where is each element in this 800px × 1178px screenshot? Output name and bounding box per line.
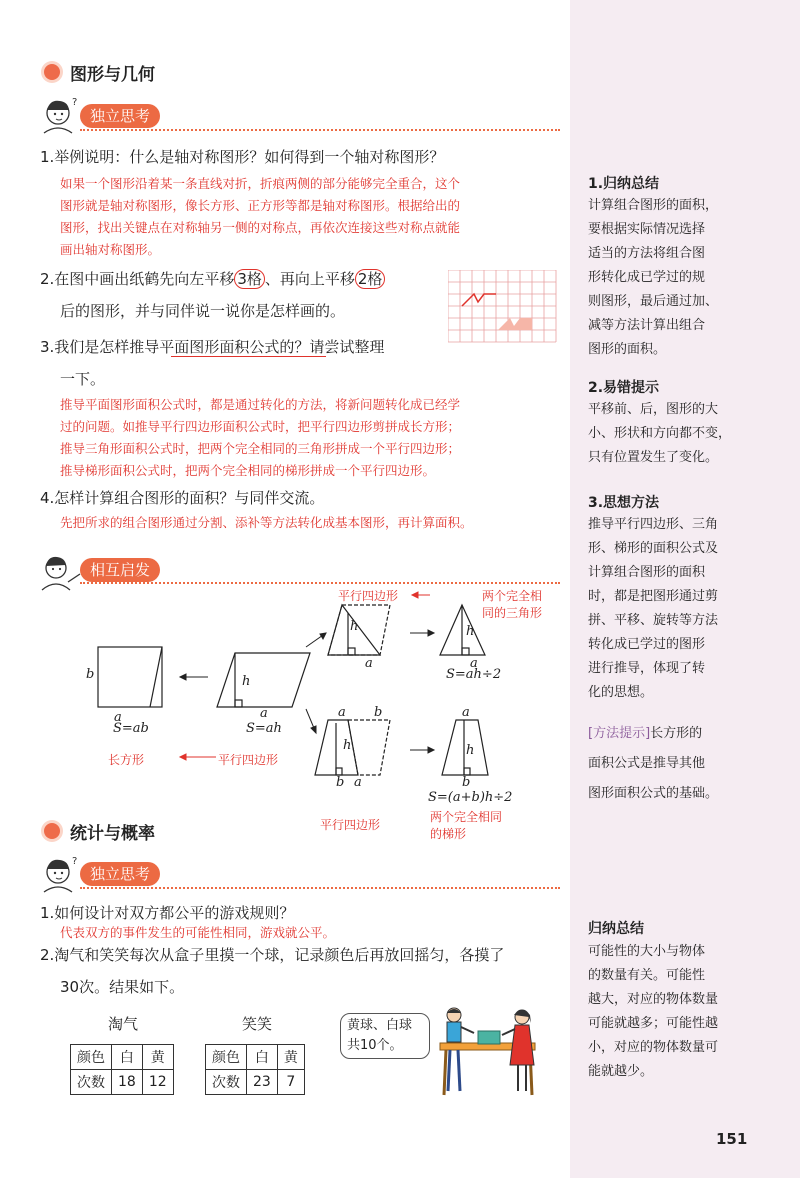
var-h: h	[466, 743, 475, 758]
geo-question-4: 4.怎样计算组合图形的面积？与同伴交流。	[40, 489, 325, 507]
label-rectangle: 长方形	[108, 753, 145, 767]
var-a: a	[114, 710, 122, 725]
divider	[80, 129, 560, 131]
crane-translated-icon	[462, 294, 496, 306]
trapezoid-single-shape	[442, 720, 488, 775]
sidebar-tip: [方法提示]长方形的 面积公式是推导其他 图形面积公式的基础。	[588, 726, 719, 801]
var-a: a	[462, 705, 470, 720]
label-two-trapezoids: 两个完全相同 的梯形	[430, 810, 503, 841]
geo-answer-1: 如果一个图形沿着某一条直线对折，折痕两侧的部分能够完全重合，这个 图形就是轴对称图形，像长方形、正方形等都是轴对称图形。根据给出的 图形，找出关键点在对称轴另一侧的对称点，再依次连接这些对称点就能 画出轴对称图形。	[60, 176, 461, 257]
page-number: 151	[716, 1130, 748, 1148]
divider	[80, 582, 560, 584]
geo-question-1: 1.举例说明：什么是轴对称图形？如何得到一个轴对称图形？	[40, 148, 445, 166]
sidebar-heading-methods: 3.思想方法	[588, 495, 660, 511]
geo-question-2-cont: 后的图形，并与同伴说一说你是怎样画的。	[60, 302, 346, 320]
stats-question-2: 2.淘气和笑笑每次从盒子里摸一个球，记录颜色后再放回摇匀，各摸了	[40, 946, 505, 964]
svg-text:?: ?	[72, 856, 78, 867]
var-h: h	[343, 738, 352, 753]
label-xiaoxiao: 笑笑	[242, 1015, 273, 1033]
formula-parallelogram: S=ah	[246, 721, 282, 736]
divider	[80, 887, 560, 889]
var-b: b	[374, 705, 383, 720]
geo-question-3-cont: 一下。	[60, 370, 106, 388]
parallelogram-shape	[217, 653, 310, 707]
var-a: a	[470, 656, 478, 671]
sidebar-text-mistakes: 平移前、后，图形的大 小、形状和方向都不变， 只有位置发生了变化。	[588, 402, 732, 465]
sidebar-text-methods: 推导平行四边形、三角 形、梯形的面积公式及 计算组合图形的面积 时，都是把图形通过剪 拼、平移、旋转等方法 转化成已学过的图形 进行推导，体现了转 化的思想。	[588, 517, 719, 700]
pointing-child-icon	[38, 552, 84, 592]
section-bullet-icon	[44, 823, 60, 839]
crane-grid	[448, 270, 558, 348]
formula-rectangle: S=ab	[113, 721, 149, 736]
stats-question-2-cont: 30次。结果如下。	[60, 978, 185, 996]
underline	[171, 356, 326, 357]
var-a: a	[354, 775, 362, 790]
circled-2-cells: 2格	[355, 269, 386, 289]
label-parallelogram-bottom: 平行四边形	[320, 818, 381, 832]
label-parallelogram-mid: 平行四边形	[218, 753, 279, 767]
var-a: a	[365, 656, 373, 671]
var-b: b	[336, 775, 345, 790]
tag-independent-thinking: 独立思考	[80, 862, 160, 886]
label-parallelogram-top: 平行四边形	[338, 589, 399, 603]
svg-text:?: ?	[72, 97, 78, 108]
geo-answer-3: 推导平面图形面积公式时，都是通过转化的方法，将新问题转化成已经学 过的问题。如推导平行四边形面积公式时，把平行四边形剪拼成长方形； 推导三角形面积公式时，把两个完全相同的三角形拼成一个平行四边形； 推导梯形面积公式时，把两个完全相同的梯形拼成一个平行四边形。	[60, 397, 461, 478]
stats-answer-1: 代表双方的事件发生的可能性相同，游戏就公平。	[60, 925, 336, 940]
section-bullet-icon	[44, 64, 60, 80]
sidebar-text-summary: 计算组合图形的面积， 要根据实际情况选择 适当的方法将组合图 形转化成已学过的规 则图形，最后通过加、 减等方法计算出组合 图形的面积。	[588, 198, 719, 357]
sidebar-heading-mistakes: 2.易错提示	[588, 380, 660, 396]
ball-box-icon	[478, 1031, 500, 1044]
sidebar-heading-summary: 1.归纳总结	[588, 176, 660, 192]
formula-trapezoid: S=(a+b)h÷2	[428, 790, 513, 805]
section-title-statistics: 统计与概率	[70, 824, 155, 844]
var-b: b	[462, 775, 471, 790]
var-h: h	[350, 619, 359, 634]
label-taoqi: 淘气	[108, 1015, 139, 1033]
geo-question-3: 3.我们是怎样推导平面图形面积公式的？请尝试整理	[40, 338, 385, 356]
thinking-child-icon	[38, 95, 84, 135]
var-b: b	[86, 667, 95, 682]
kids-with-box-illustration	[430, 1005, 560, 1100]
label-two-triangles: 两个完全相 同的三角形	[482, 589, 543, 620]
var-h: h	[466, 624, 475, 639]
stats-question-1: 1.如何设计对双方都公平的游戏规则？	[40, 904, 295, 922]
xiaoxiao-table: 颜色 白 黄 次数 23 7	[205, 1044, 305, 1095]
sidebar-heading-probability: 归纳总结	[588, 921, 644, 937]
crane-original-icon	[498, 318, 532, 330]
circled-3-cells: 3格	[234, 269, 265, 289]
formula-triangle: S=ah÷2	[446, 667, 502, 682]
section-title-geometry: 图形与几何	[70, 65, 155, 85]
var-a: a	[260, 706, 268, 721]
geo-question-2: 2.在图中画出纸鹤先向左平移 3格 、再向上平移 2格	[40, 268, 385, 290]
var-h: h	[242, 674, 251, 689]
speech-bubble: 黄球、白球 共10个。	[340, 1013, 430, 1059]
geo-answer-4: 先把所求的组合图形通过分割、添补等方法转化成基本图形，再计算面积。	[60, 515, 473, 530]
sidebar-text-probability: 可能性的大小与物体 的数量有关。可能性 越大，对应的物体数量 可能就越多；可能性越 小，对应的物体数量可 能就越少。	[588, 944, 719, 1079]
taoqi-table: 颜色 白 黄 次数 18 12	[70, 1044, 174, 1095]
tag-independent-thinking: 独立思考	[80, 104, 160, 128]
tag-mutual-inspiration: 相互启发	[80, 558, 160, 582]
var-a: a	[338, 705, 346, 720]
cut-line	[150, 647, 162, 707]
thinking-child-icon	[38, 854, 84, 894]
